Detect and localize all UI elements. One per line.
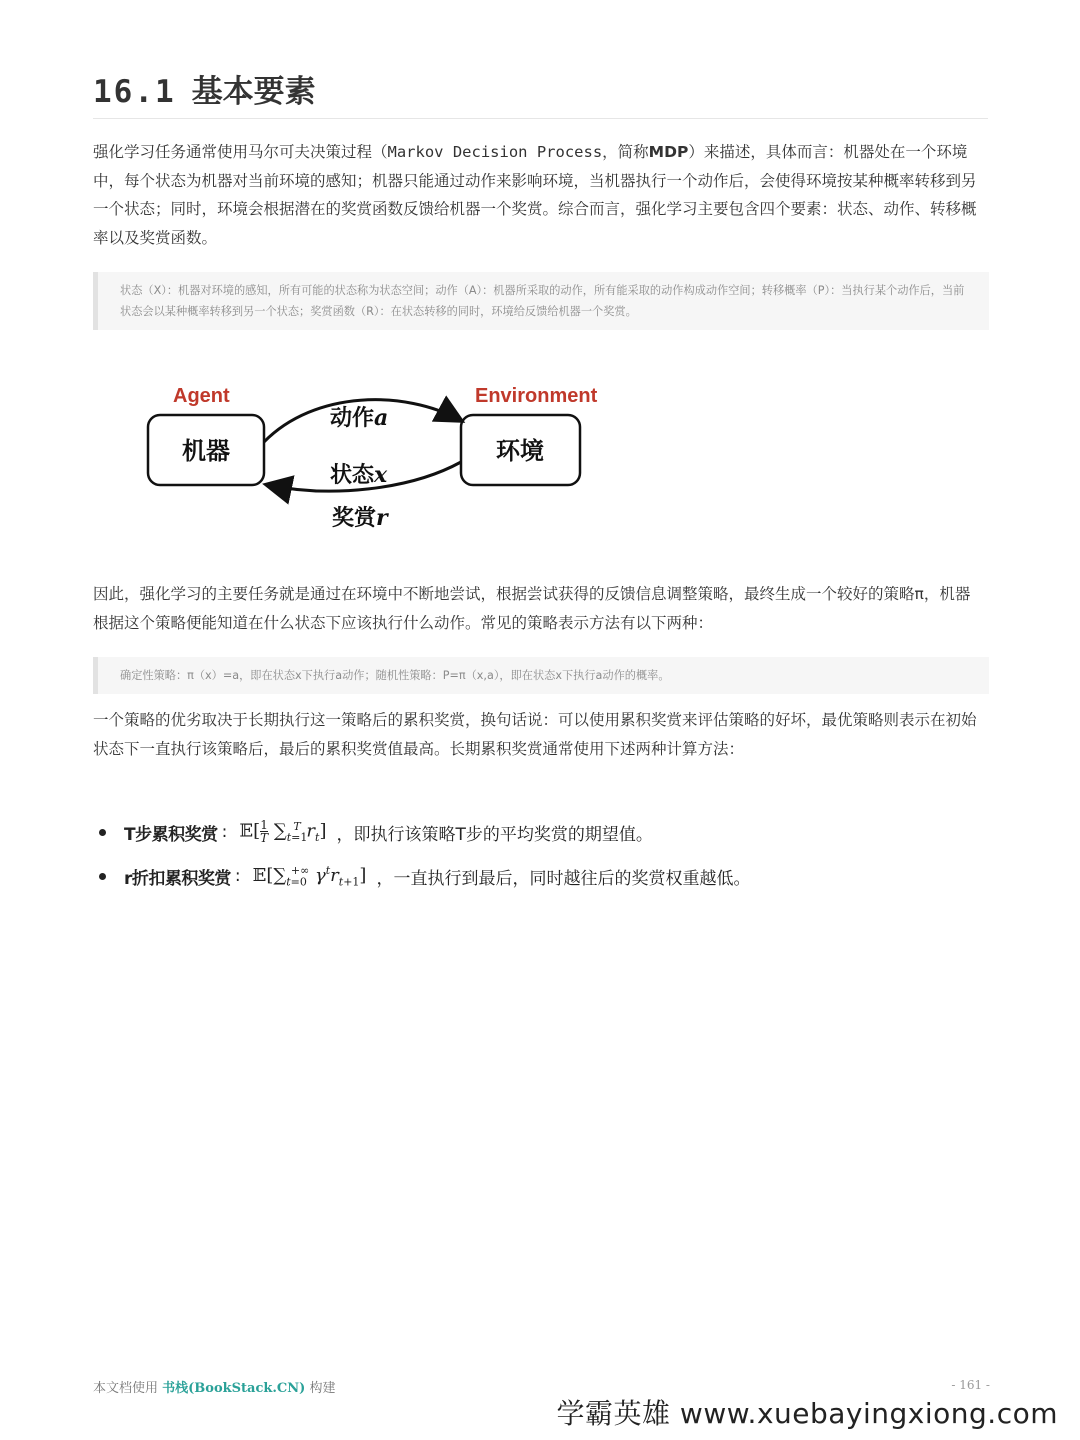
list-item <box>95 854 955 898</box>
agent-box-text: 机器 <box>182 437 230 465</box>
bullet-colon: : <box>234 866 241 886</box>
title-divider <box>93 118 988 119</box>
agent-label: Agent <box>173 385 230 407</box>
intro-mono: Markov Decision Process， <box>387 143 618 161</box>
section-title: 基本要素 <box>191 74 316 110</box>
page-title <box>93 66 316 111</box>
action-text: 动作a <box>330 405 389 431</box>
policy-quote: 确定性策略：π（x）=a，即在状态x下执行a动作；随机性策略：P=π（x,a），即在状态x下执行a动作的概率。 <box>93 657 989 694</box>
intro-paragraph <box>93 138 983 252</box>
bullet-description: ，即执行该策略T步的平均奖赏的期望值。 <box>336 824 653 845</box>
list-item <box>95 810 955 854</box>
reward-paragraph: 一个策略的优劣取决于长期执行这一策略后的累积奖赏，换句话说：可以使用累积奖赏来评估策略的好坏，最优策略则表示在初始状态下一直执行该策略后，最后的累积奖赏值最高。长期累积奖赏通常使用下述两种计算方法： <box>93 711 977 758</box>
bookstack-link[interactable]: 书栈(BookStack.CN) <box>162 1381 306 1396</box>
footer-suffix: 构建 <box>309 1381 336 1396</box>
reward-methods-list <box>95 800 955 898</box>
bullet-description: ，一直执行到最后，同时越往后的奖赏权重越低。 <box>376 868 751 889</box>
page-number: - 161 - <box>951 1378 990 1392</box>
policy-paragraph: 因此，强化学习的主要任务就是通过在环境中不断地尝试，根据尝试获得的反馈信息调整策略，最终生成一个较好的策略π，机器根据这个策略便能知道在什么状态下应该执行什么动作。常见的策略表示方法有以下两种： <box>93 585 971 632</box>
bullet-label: T步累积奖赏 <box>124 824 218 845</box>
environment-label: Environment <box>475 385 598 407</box>
rl-diagram <box>140 370 615 540</box>
bullet-label: r折扣累积奖赏 <box>124 868 231 889</box>
environment-box-text: 环境 <box>496 437 544 465</box>
definition-quote: 状态（X）：机器对环境的感知，所有可能的状态称为状态空间；动作（A）：机器所采取的动作，所有能采取的动作构成动作空间；转移概率（P）：当执行某个动作后，当前状态会以某种概率转移到另一个状态；奖赏函数（R）：在状态转移的同时，环境给反馈给机器一个奖赏。 <box>93 272 989 330</box>
footer-credit <box>93 1377 335 1396</box>
intro-bold-mdp: MDP <box>648 143 689 161</box>
intro-text-2: 简称 <box>617 143 649 161</box>
reward-text: 奖赏r <box>332 505 388 531</box>
bullet-colon: : <box>221 822 228 842</box>
discount-formula: $𝔼[\sum_{t=0}^{+\infty}$ $\gamma^tr_{t+1}$] <box>252 863 367 889</box>
intro-text-1: 强化学习任务通常使用马尔可夫决策过程（ <box>93 143 388 161</box>
watermark: 学霸英雄 www.xuebayingxiong.com <box>556 1397 1058 1430</box>
state-text: 状态x <box>330 462 388 488</box>
bullet-dot <box>99 829 106 836</box>
intro-text-3: ）来描述，具体而言：机器处在一个环境中，每个状态为机器对当前环境的感知；机器只能通过动作来影响环境，当机器执行一个动作后，会使得环境按某种概率转移到另一个状态；同时，环境会根据潜在的奖赏函数反馈给机器一个奖赏。综合而言，强化学习主要包含四个要素：状态、动作、转移概率以及奖赏函数。 <box>93 143 977 247</box>
t-step-formula: 𝔼[ $\frac{1}{T}$ $\sum_{t=1}^T$ $r_t$] <box>239 818 327 846</box>
footer-prefix: 本文档使用 <box>93 1381 159 1396</box>
bullet-dot <box>99 873 106 880</box>
section-number: 16.1 <box>93 74 176 110</box>
